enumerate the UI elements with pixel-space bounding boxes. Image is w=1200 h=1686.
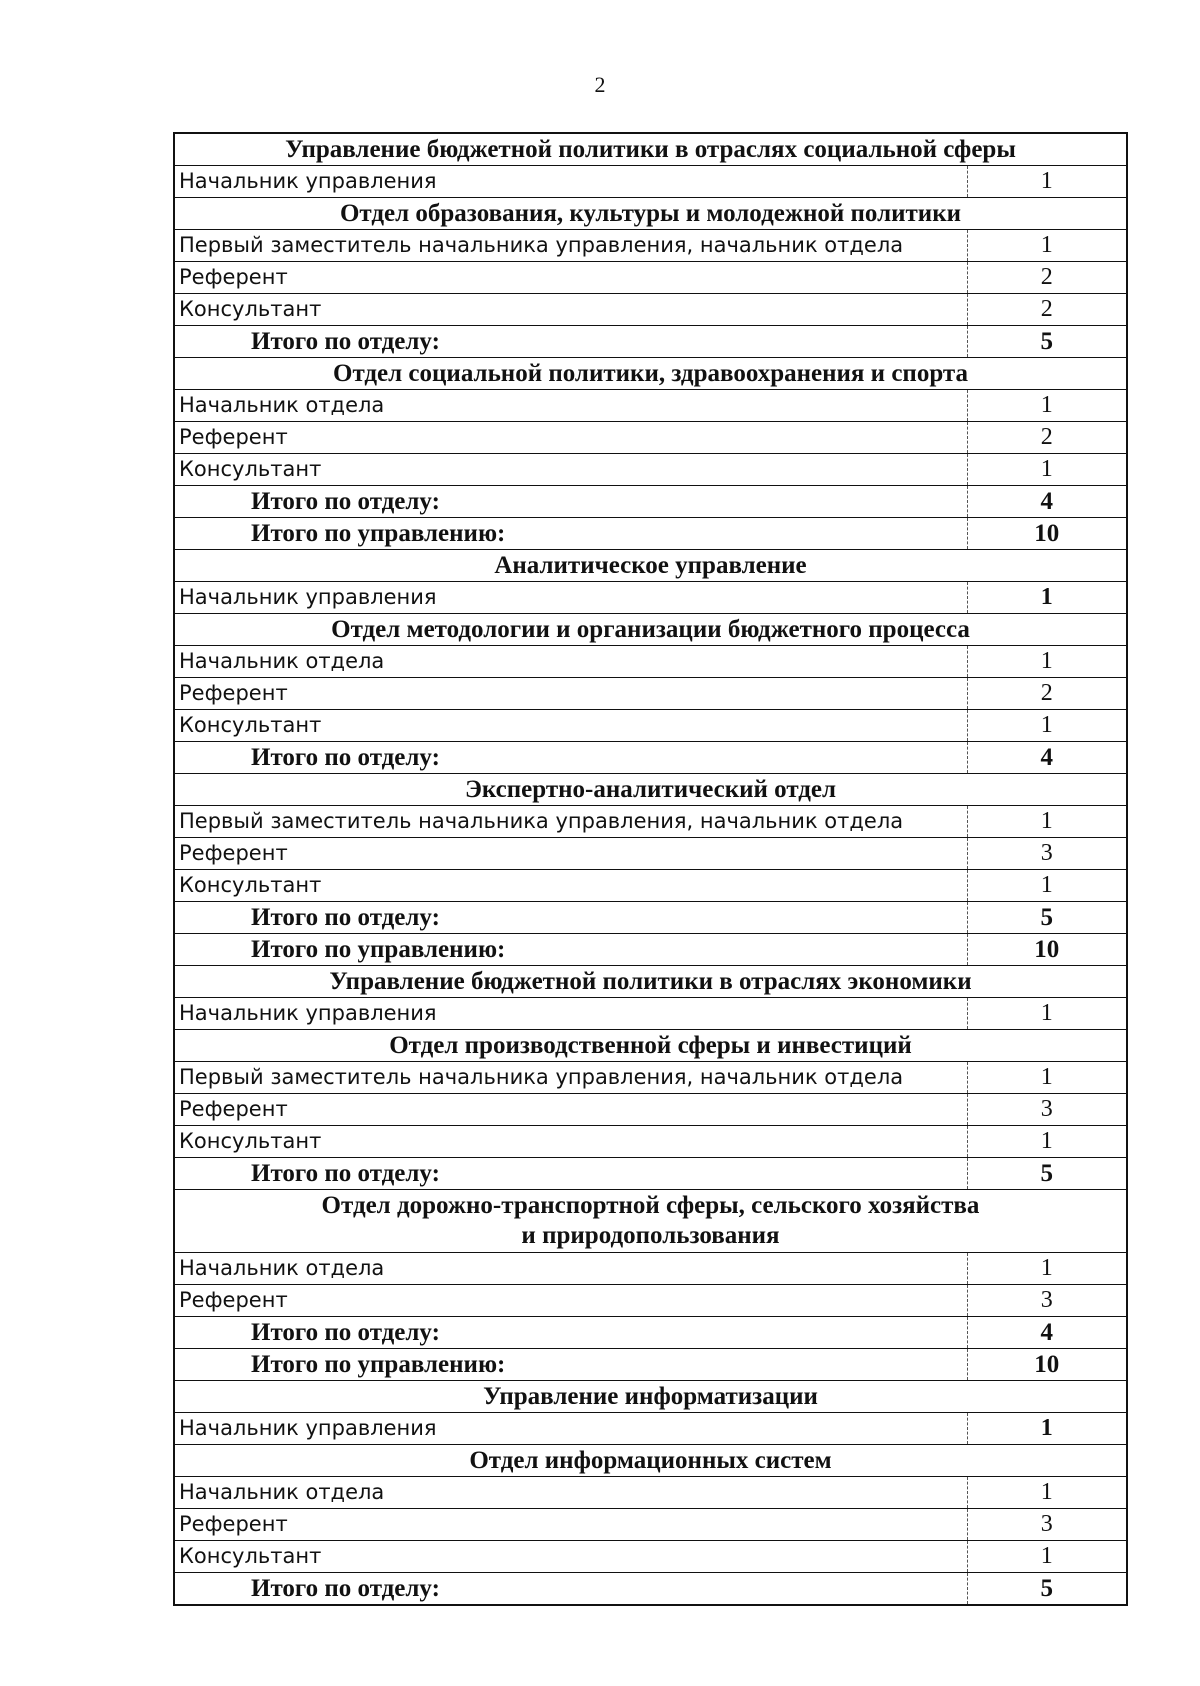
section-title [174, 1381, 1127, 1413]
position-count: 2 [967, 294, 1127, 326]
section-header-row [174, 358, 1127, 390]
position-row [174, 646, 1127, 678]
section-title-text: Отдел информационных систем [469, 1447, 832, 1474]
position-count: 1 [967, 1477, 1127, 1509]
section-title-text: Управление информатизации [483, 1383, 818, 1410]
section-header-row [174, 1445, 1127, 1477]
total-row [174, 1158, 1127, 1190]
position-row [174, 582, 1127, 614]
position-count: 1 [967, 1062, 1127, 1094]
position-count: 1 [967, 166, 1127, 198]
position-name: Первый заместитель начальника управления, начальник отдела [174, 230, 967, 262]
total-label: Итого по управлению: [174, 1349, 967, 1381]
section-header-row [174, 774, 1127, 806]
total-count: 10 [967, 934, 1127, 966]
position-count: 1 [967, 1253, 1127, 1285]
section-title-text: Отдел методологии и организации бюджетного процесса [331, 616, 970, 643]
position-row [174, 678, 1127, 710]
position-name: Консультант [174, 1126, 967, 1158]
position-count: 1 [967, 646, 1127, 678]
position-row [174, 262, 1127, 294]
section-title-text-line2: и природопользования [521, 1222, 780, 1249]
total-row [174, 326, 1127, 358]
total-label: Итого по отделу: [174, 1573, 967, 1606]
position-name: Консультант [174, 710, 967, 742]
position-name: Референт [174, 838, 967, 870]
position-row [174, 838, 1127, 870]
total-count: 4 [967, 486, 1127, 518]
position-row [174, 1413, 1127, 1445]
position-count: 3 [967, 1285, 1127, 1317]
position-count: 1 [967, 998, 1127, 1030]
position-row [174, 1253, 1127, 1285]
position-row [174, 1541, 1127, 1573]
position-name: Консультант [174, 870, 967, 902]
section-title [174, 966, 1127, 998]
position-name: Начальник управления [174, 166, 967, 198]
section-title [174, 614, 1127, 646]
position-row [174, 294, 1127, 326]
position-name: Начальник управления [174, 582, 967, 614]
position-name: Начальник отдела [174, 1253, 967, 1285]
position-count: 2 [967, 422, 1127, 454]
section-title-text: Отдел производственной сферы и инвестиций [389, 1032, 912, 1059]
position-name: Консультант [174, 294, 967, 326]
position-count: 1 [967, 230, 1127, 262]
section-title-text: Экспертно-аналитический отдел [464, 776, 837, 803]
total-count: 4 [967, 1317, 1127, 1349]
total-label: Итого по управлению: [174, 518, 967, 550]
total-label: Итого по отделу: [174, 1317, 967, 1349]
staffing-table-body [174, 133, 1127, 1605]
position-name: Референт [174, 262, 967, 294]
position-count: 3 [967, 1509, 1127, 1541]
section-title [174, 1030, 1127, 1062]
position-row [174, 806, 1127, 838]
position-name: Начальник отдела [174, 646, 967, 678]
total-count: 5 [967, 326, 1127, 358]
position-name: Референт [174, 1285, 967, 1317]
total-label: Итого по отделу: [174, 742, 967, 774]
total-count: 10 [967, 518, 1127, 550]
total-count: 10 [967, 1349, 1127, 1381]
total-row [174, 1573, 1127, 1606]
position-count: 1 [967, 870, 1127, 902]
position-name: Первый заместитель начальника управления, начальник отдела [174, 1062, 967, 1094]
position-count: 3 [967, 838, 1127, 870]
section-title-text: Управление бюджетной политики в отраслях экономики [329, 968, 972, 995]
position-row [174, 1285, 1127, 1317]
position-count: 2 [967, 262, 1127, 294]
section-header-row [174, 1381, 1127, 1413]
section-title-text: Управление бюджетной политики в отраслях социальной сферы [285, 136, 1016, 163]
position-count: 1 [967, 454, 1127, 486]
position-name: Референт [174, 1094, 967, 1126]
position-count: 1 [967, 582, 1127, 614]
position-row [174, 870, 1127, 902]
position-row [174, 454, 1127, 486]
total-row [174, 1317, 1127, 1349]
section-title [174, 358, 1127, 390]
total-row [174, 1349, 1127, 1381]
position-name: Консультант [174, 454, 967, 486]
section-title-text: Отдел образования, культуры и молодежной политики [339, 200, 962, 227]
total-row [174, 518, 1127, 550]
position-count: 3 [967, 1094, 1127, 1126]
total-row [174, 486, 1127, 518]
section-title [174, 198, 1127, 230]
position-name: Консультант [174, 1541, 967, 1573]
section-title [174, 133, 1127, 166]
position-row [174, 1509, 1127, 1541]
total-label: Итого по отделу: [174, 326, 967, 358]
position-name: Референт [174, 1509, 967, 1541]
position-count: 1 [967, 710, 1127, 742]
total-label: Итого по управлению: [174, 934, 967, 966]
position-row [174, 998, 1127, 1030]
section-header-row [174, 133, 1127, 166]
position-row [174, 1126, 1127, 1158]
position-name: Начальник отдела [174, 390, 967, 422]
section-title [174, 1190, 1127, 1253]
section-title [174, 1445, 1127, 1477]
position-row [174, 230, 1127, 262]
position-count: 1 [967, 1126, 1127, 1158]
position-name: Первый заместитель начальника управления, начальник отдела [174, 806, 967, 838]
section-title-text: Отдел дорожно-транспортной сферы, сельского хозяйства [321, 1192, 980, 1219]
section-header-row [174, 550, 1127, 582]
position-row [174, 1094, 1127, 1126]
position-row [174, 422, 1127, 454]
position-name: Референт [174, 678, 967, 710]
position-row [174, 1477, 1127, 1509]
section-title [174, 774, 1127, 806]
position-count: 2 [967, 678, 1127, 710]
staffing-table [173, 132, 1128, 1606]
total-count: 5 [967, 1573, 1127, 1606]
total-label: Итого по отделу: [174, 486, 967, 518]
total-count: 5 [967, 902, 1127, 934]
total-count: 5 [967, 1158, 1127, 1190]
section-title [174, 550, 1127, 582]
position-row [174, 1062, 1127, 1094]
section-header-row [174, 1190, 1127, 1253]
position-count: 1 [967, 806, 1127, 838]
position-row [174, 710, 1127, 742]
page-number: 2 [594, 72, 606, 97]
total-row [174, 742, 1127, 774]
position-count: 1 [967, 1541, 1127, 1573]
section-title-text: Аналитическое управление [494, 552, 807, 579]
position-row [174, 166, 1127, 198]
position-name: Начальник управления [174, 998, 967, 1030]
section-header-row [174, 1030, 1127, 1062]
position-name: Референт [174, 422, 967, 454]
position-count: 1 [967, 390, 1127, 422]
section-header-row [174, 966, 1127, 998]
section-title-text: Отдел социальной политики, здравоохранения и спорта [333, 360, 968, 387]
total-row [174, 934, 1127, 966]
total-count: 4 [967, 742, 1127, 774]
total-label: Итого по отделу: [174, 1158, 967, 1190]
section-header-row [174, 198, 1127, 230]
position-name: Начальник управления [174, 1413, 967, 1445]
total-row [174, 902, 1127, 934]
section-header-row [174, 614, 1127, 646]
position-row [174, 390, 1127, 422]
position-count: 1 [967, 1413, 1127, 1445]
position-name: Начальник отдела [174, 1477, 967, 1509]
total-label: Итого по отделу: [174, 902, 967, 934]
